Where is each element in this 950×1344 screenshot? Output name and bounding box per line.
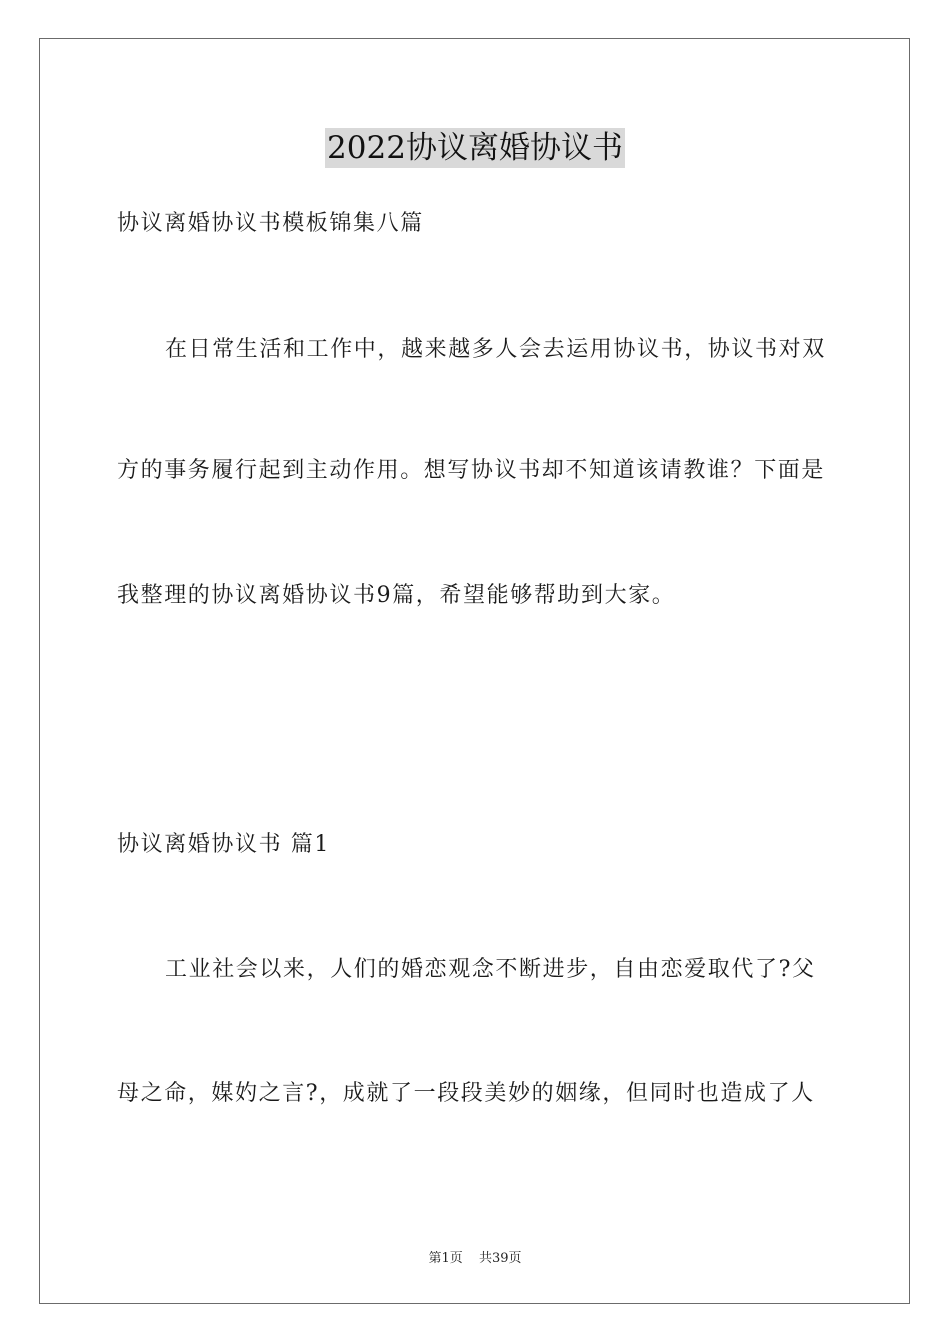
- title-container: [0, 128, 950, 168]
- intro-line-3: 我整理的协议离婚协议书9篇，希望能够帮助到大家。: [117, 583, 676, 608]
- section-line-1: 工业社会以来，人们的婚恋观念不断进步，自由恋爱取代了?父: [165, 957, 816, 982]
- document-subtitle: 协议离婚协议书模板锦集八篇: [117, 211, 424, 236]
- intro-line-2: 方的事务履行起到主动作用。想写协议书却不知道该请教谁？下面是: [117, 458, 826, 483]
- intro-line-1: 在日常生活和工作中，越来越多人会去运用协议书，协议书对双: [165, 337, 826, 362]
- section-line-2: 母之命，媒妁之言?，成就了一段段美妙的姻缘，但同时也造成了人: [117, 1081, 815, 1106]
- document-title: 2022协议离婚协议书: [327, 130, 623, 166]
- section-heading: 协议离婚协议书 篇1: [117, 832, 330, 857]
- page-footer: [0, 1247, 950, 1266]
- page-number: 第1页: [428, 1251, 463, 1266]
- page-total: 共39页: [478, 1251, 522, 1266]
